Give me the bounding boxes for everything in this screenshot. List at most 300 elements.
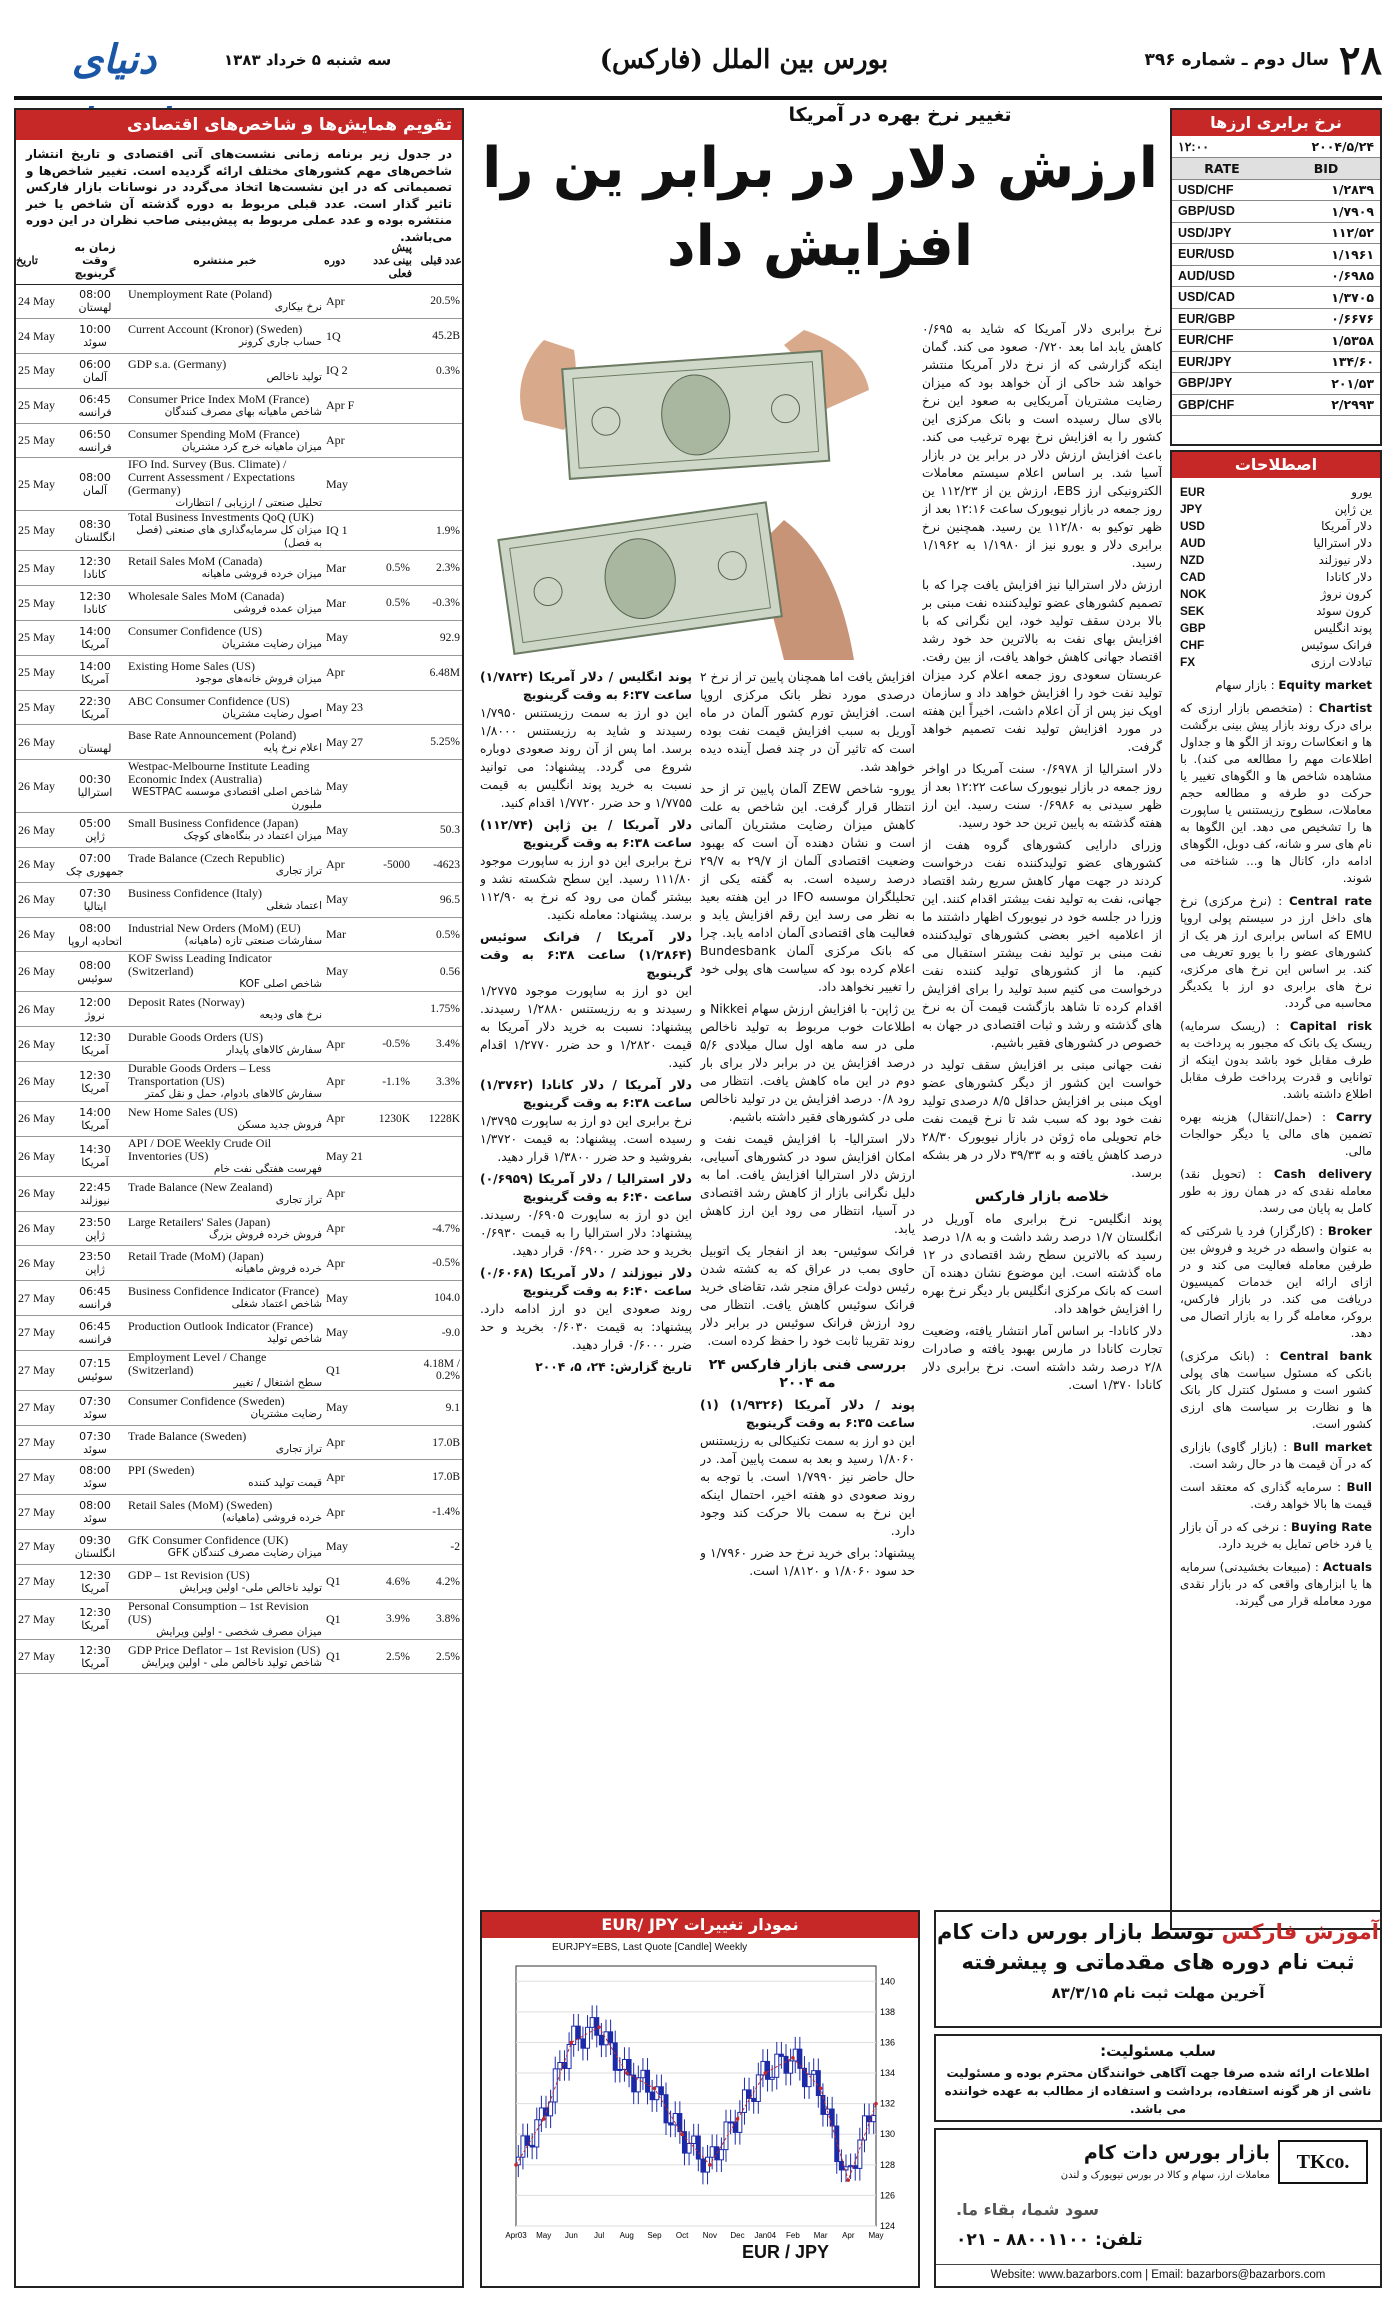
row-event-en: Large Retailers' Sales (Japan) [128, 1214, 271, 1229]
row-event-en: Business Confidence Indicator (France) [128, 1284, 319, 1299]
row-time [64, 1639, 126, 1674]
currency-code: USD [1180, 519, 1205, 533]
row-time-value: 14:00 [79, 659, 111, 673]
row-event-en: GDP Price Deflator – 1st Revision (US) [128, 1642, 321, 1657]
row-country: سوئد [83, 1442, 107, 1456]
row-period: May [324, 952, 372, 992]
row-forecast: 0.5% [372, 586, 412, 621]
row-time-value: 12:30 [79, 1568, 111, 1582]
row-previous: 0.3% [412, 354, 462, 389]
row-time [64, 621, 126, 656]
row-date: 25 May [16, 621, 64, 656]
row-event [126, 551, 324, 586]
calendar-row [16, 388, 462, 423]
glossary-entry: Cash delivery : (تحویل نقد) معامله نقدی که در همان روز به طور کامل به پایان می رسد. [1180, 1167, 1372, 1215]
row-time-value: 22:30 [79, 694, 111, 708]
row-period: May [324, 1530, 372, 1565]
row-event-fa: تراز تجاری [275, 1193, 322, 1206]
calendar-row [16, 1062, 462, 1102]
company-name: بازار بورس دات کام [1083, 2142, 1270, 2164]
fx-row [1172, 330, 1380, 352]
currency-code: NZD [1180, 553, 1205, 567]
row-date: 26 May [16, 952, 64, 992]
company-ad[interactable] [934, 2128, 1382, 2288]
row-previous [412, 760, 462, 813]
row-period: May [324, 1390, 372, 1425]
glossary-definition: (تحویل نقد) معامله نقدی که در همان روز به طور کامل به پایان می رسد. [1180, 1167, 1372, 1215]
calendar-row [16, 882, 462, 917]
glossary-entry: Central rate : (نرخ مرکزی) نرخ های داخل ارز در سیستم پولی اروپا EMU که اساس برابری ارز هر یک از کشورهای عضو را با یورو تعریف می کند. بر اساس این نرخ های مرکزی، نرخ های برابری دو ارز با یکدیگر محاسبه می گردد. [1180, 894, 1372, 1010]
chart-candle [618, 2069, 622, 2070]
col-event: خبر منتشره [126, 238, 324, 284]
row-event [126, 1211, 324, 1246]
chart-candle [558, 2062, 562, 2068]
glossary-definition: (متخصص بازار ارزی که برای درک روند بازار پیش بینی برگشت ها و انعکاسات روند از الگو ها و جداول اطلاعات مهم را مطالعه می کند). با مشاهده شاخص ها و الگوهای تغییر یا حرکت دو طرفه و مطالعه حجم معاملات، سطوح رزیستنس یا ساپورت ها را تشخیص می دهد. این الگوها به نام های سر و شانه، کف دوبل، الگوهای ادامه دار، کانال ها و... شناخته می شوند. [1180, 701, 1372, 885]
chart-point [597, 2025, 601, 2029]
glossary-term: Central bank [1279, 1349, 1372, 1363]
row-time [64, 423, 126, 458]
row-time [64, 1062, 126, 1102]
row-event [126, 1530, 324, 1565]
row-period: May [324, 621, 372, 656]
calendar-row [16, 1639, 462, 1674]
issue-date: سه شنبه ۵ خرداد ۱۳۸۳ [224, 51, 392, 69]
currency-code-item [1180, 620, 1372, 637]
chart-x-tick-label: Mar [813, 2231, 828, 2240]
fx-bid: ۲۰۱/۵۳ [1272, 373, 1380, 395]
row-forecast [372, 655, 412, 690]
calendar-row [16, 1390, 462, 1425]
row-time-value: 12:30 [79, 1068, 111, 1082]
row-date: 27 May [16, 1599, 64, 1639]
calendar-header-row [16, 238, 462, 284]
row-period: May [324, 882, 372, 917]
glossary-definition: بازار سهام [1215, 678, 1267, 692]
row-date: 25 May [16, 354, 64, 389]
row-previous: 2.5% [412, 1639, 462, 1674]
chart-candle [530, 2145, 534, 2147]
row-event [126, 1390, 324, 1425]
row-previous: 17.0B [412, 1425, 462, 1460]
row-event [126, 655, 324, 690]
row-event-en: Retail Sales MoM (Canada) [128, 554, 263, 569]
glossary-entry: Central bank : (بانک مرکزی) بانکی که مسئول سیاست های پولی کشور است و مسئول کنترل کار بانک ها و نظارت بر سیاست های ارزی کشور است. [1180, 1349, 1372, 1431]
technical-block [480, 1264, 692, 1354]
row-previous: 96.5 [412, 882, 462, 917]
calendar-row [16, 690, 462, 725]
fx-title: نرخ برابری ارزها [1172, 110, 1380, 136]
row-event [126, 319, 324, 354]
row-event-fa: میزان ماهیانه خرج کرد مشتریان [181, 440, 322, 453]
row-time [64, 1530, 126, 1565]
row-event-fa: قیمت تولید کننده [248, 1477, 322, 1490]
chart-candle [807, 2074, 811, 2086]
chart-candle [872, 2116, 876, 2122]
calendar-title: تقویم همایش‌ها و شاخص‌های اقتصادی [16, 110, 462, 140]
row-date: 26 May [16, 1102, 64, 1137]
calendar-row [16, 354, 462, 389]
chart-x-tick-label: Sep [647, 2231, 662, 2240]
row-forecast [372, 725, 412, 760]
row-previous: 9.1 [412, 1390, 462, 1425]
article-paragraph: دلار کانادا- بر اساس آمار انتشار یافته، وضعیت تجارت کانادا در مارس بهبود یافته و صادرات ۲/۸ درصد رشد داشته است. نرخ برابری دلار کانادا ۱/۳۷۰ است. [922, 1324, 1162, 1392]
row-forecast [372, 1211, 412, 1246]
row-time [64, 848, 126, 883]
row-event [126, 1102, 324, 1137]
chart-candle [646, 2070, 650, 2092]
row-event-fa: میزان اعتماد در بنگاه‌های کوچک [183, 830, 322, 843]
row-event-en: Trade Balance (New Zealand) [128, 1179, 273, 1194]
technical-block-title: دلار نیوزلند / دلار آمریکا (۰/۶۰۶۸) ساعت ۶:۴۰ به وقت گرینویچ [480, 1266, 692, 1298]
row-period: Apr [324, 1246, 372, 1281]
row-country: فرانسه [78, 405, 112, 419]
chart-candle [526, 2136, 530, 2146]
glossary-definition: (مبیعات بخشیدنی) سرمایه ها یا ابزارهای واقعی که در بازار نقدی مورد معامله قرار می گیرند. [1180, 1560, 1372, 1608]
chart-subtitle: EURJPY=EBS, Last Quote [Candle] Weekly [552, 1942, 748, 1953]
row-country: سوئیس [77, 1370, 113, 1384]
calendar-row [16, 655, 462, 690]
row-period: Apr [324, 1460, 372, 1495]
row-time [64, 458, 126, 511]
glossary-definition: (نرخ مرکزی) نرخ های داخل ارز در سیستم پولی اروپا EMU که اساس برابری ارز هر یک از کشورهای عضو را با یورو تعریف می کند. بر اساس این نرخ های مرکزی، نرخ های برابری دو ارز با یکدیگر محاسبه می گردد. [1180, 894, 1372, 1010]
technical-block [480, 668, 692, 812]
fx-pair: GBP/CHF [1172, 394, 1272, 416]
article-paragraph: یورو- شاخص ZEW آلمان پایین تر از حد انتظار قرار گرفت. این شاخص به علت کاهش میزان رضایت مشتریان آلمانی است و نشان دهنده آن است که بهبود وضعیت اقتصادی آلمان از ۲۹/۷ به ۲۹/۷ درصد رسیده است. به گفته یکی از تحلیلگران موسسه IFO در این هفته بعید به نظر می رسد این رقم افزایش یابد و فعالیت های اقتصادی آلمان ادامه یابد. چرا که بانک مرکزی آلمان Bundesbank اعلام کرده بود که سیاست های پولی خود را تغییر نخواهد داد. [700, 782, 915, 994]
fx-pair: AUD/USD [1172, 265, 1272, 287]
row-previous: 92.9 [412, 621, 462, 656]
fx-row [1172, 351, 1380, 373]
row-country: لهستان [78, 301, 112, 315]
row-date: 27 May [16, 1316, 64, 1351]
row-time-value: 06:00 [79, 357, 111, 371]
glossary-term: Actuals [1322, 1560, 1372, 1574]
technical-block-text: این دو ارز به سمت رزیستنس ۱/۷۹۵۰ رسیدند و شاید به رزیستنس ۱/۸۰۰۰ برسد. اما پس از آن روند صعودی دوباره شروع می گردد. پیشنهاد: می توانید نسبت به خرید پوند انگلیس به قیمت ۱/۷۷۵۵ و حد ضرر ۱/۷۷۲۰ اقدام کنید. [480, 706, 692, 810]
calendar-row [16, 1495, 462, 1530]
fx-pair: EUR/JPY [1172, 351, 1272, 373]
row-event-fa: میزان فروش خانه‌های موجود [195, 672, 322, 685]
glossary-entry: Equity market : بازار سهام [1215, 678, 1372, 692]
glossary-definition: نرخی که در آن بازار یا فرد خاص تمایل به خرید دارد. [1180, 1520, 1372, 1551]
chart-pair-label: EUR / JPY [742, 2242, 830, 2262]
row-forecast: -1.1% [372, 1062, 412, 1102]
glossary-entry: Chartist : (متخصص بازار ارزی که برای درک روند بازار پیش بینی برگشت ها و انعکاسات روند از الگو ها و جداول اطلاعات مهم را مطالعه می کند). با مشاهده شاخص ها و الگوهای تغییر یا حرکت دو طرفه و مطالعه حجم معاملات، سطوح رزیستنس یا ساپورت ها را تشخیص می دهد. این الگوها به نام های سر و شانه، کف دوبل، الگوهای ادامه دار، کانال ها و... شناخته می شوند. [1180, 701, 1372, 885]
glossary-term: Equity market [1278, 678, 1372, 692]
row-event-fa: اصول رضایت مشتریان [222, 707, 322, 720]
row-event-fa: میزان عمده فروشی [233, 603, 322, 616]
chart-candle [789, 2061, 793, 2073]
forex-training-ad[interactable] [934, 1910, 1382, 2028]
row-event [126, 1639, 324, 1674]
technical-block-title: دلار استرالیا / دلار آمریکا (۰/۶۹۵۹) ساعت ۶:۴۰ به وقت گرینویچ [480, 1172, 692, 1204]
row-time [64, 725, 126, 760]
chart-candle [696, 2136, 700, 2159]
row-event-fa: میزان رضایت مشتریان [221, 637, 322, 650]
row-event-fa: فهرست هفتگی نفت خام [213, 1162, 322, 1175]
row-country: آمریکا [81, 637, 109, 651]
row-previous: 3.3% [412, 1062, 462, 1102]
row-date: 26 May [16, 1246, 64, 1281]
row-time-value: 08:00 [79, 288, 111, 302]
glossary-definition: (ریسک سرمایه) ریسک یک بانک که مجبور به پرداخت به طرف مقابل خود باشد بدون اینکه از توانایی و قدرت پرداخت طرف مقابل اطلاع داشته باشد. [1180, 1019, 1372, 1101]
calendar-row [16, 621, 462, 656]
chart-x-tick-label: May [868, 2231, 884, 2240]
glossary-definition: (بانک مرکزی) بانکی که مسئول سیاست های پولی کشور است و مسئول کنترل کار بانک ها و نظارت بر سیاست های ارزی کشور است. [1180, 1349, 1372, 1431]
row-forecast [372, 1246, 412, 1281]
calendar-intro: در جدول زیر برنامه زمانی نشست‌های آتی اقتصادی و تاریخ انتشار شاخص‌های مهم کشورهای مختلف ارائه گردیده است. تغییر شاخص‌ها و تصمیماتی که در این نشست‌ها اتخاذ می‌گردد در نوسانات بازار فارکس تاثیر گذار است. عدد قبلی مربوط به دوره گذشته آن شاخص یا خبر منتشره بوده و عدد عملی مربوط به پیش‌بینی صاحب نظران در این دوره می‌باشد. [26, 147, 452, 244]
row-time [64, 1425, 126, 1460]
row-country: سوئد [83, 1407, 107, 1421]
newspaper-logo: دنیای [71, 36, 157, 83]
row-country: آمریکا [81, 1656, 109, 1670]
row-time [64, 1316, 126, 1351]
row-forecast: 3.9% [372, 1599, 412, 1639]
technical-block [480, 928, 692, 1072]
fx-pair: USD/CAD [1172, 287, 1272, 309]
row-date: 25 May [16, 511, 64, 551]
row-time [64, 1211, 126, 1246]
company-tagline: معاملات ارز، سهام و کالا در بورس نیویورک و لندن [1060, 2170, 1270, 2181]
row-previous: 1.9% [412, 511, 462, 551]
currency-code: NOK [1180, 587, 1207, 601]
article-photo [484, 320, 914, 660]
currency-code: CHF [1180, 638, 1205, 652]
ad-deadline: آخرین مهلت ثبت نام ۸۳/۳/۱۵ [1051, 1984, 1265, 2002]
row-time [64, 882, 126, 917]
calendar-row [16, 284, 462, 319]
glossary-term: Bull market [1293, 1440, 1373, 1454]
chart-point [736, 2117, 740, 2121]
technical-block-text: نرخ برابری این دو ارز به ساپورت موجود ۱۱۱/۸۰ رسید. این سطح شکسته نشد و بیشتر گمان می رود که نرخ به ۱۱۲/۹۰ برسد. پیشنهاد: معامله نکنید. [480, 854, 692, 922]
row-country: آلمان [82, 484, 108, 498]
row-time-value: 07:30 [79, 1429, 111, 1443]
row-previous [412, 1136, 462, 1176]
row-event-en: Consumer Confidence (Sweden) [128, 1393, 285, 1408]
row-event-en: Business Confidence (Italy) [128, 885, 262, 900]
row-date: 25 May [16, 551, 64, 586]
row-period: Apr [324, 848, 372, 883]
chart-candle [816, 2071, 820, 2096]
row-event-en: Durable Goods Orders – Less Transportation (US) [128, 1061, 271, 1089]
row-period: Apr [324, 1062, 372, 1102]
row-time [64, 1460, 126, 1495]
chart-candle [650, 2092, 654, 2100]
row-time-value: 09:30 [79, 1533, 111, 1547]
currency-code-item [1180, 501, 1372, 518]
glossary-entry: Carry : (حمل/انتقال) هزینه بهره تضمین های مالی یا دیگر حوالجات مالی. [1180, 1110, 1372, 1158]
row-time-value: 06:45 [79, 1285, 111, 1299]
article-paragraph: دلار استرالیا- با افزایش قیمت نفت و امکان افزایش سود در کشورهای آسیایی، ارزش دلار استرالیا افزایش یافت. اما به دلیل نگرانی بازار از کاهش رشد اقتصادی در آسیا، انتظار می رود این ارز کاهش یابد. [700, 1132, 915, 1236]
row-forecast [372, 1530, 412, 1565]
row-previous: -9.0 [412, 1316, 462, 1351]
fx-bid: ۲/۲۹۹۳ [1272, 394, 1380, 416]
chart-candle [835, 2126, 839, 2162]
row-date: 27 May [16, 1639, 64, 1674]
row-period: Mar [324, 586, 372, 621]
fx-row [1172, 222, 1380, 244]
row-event-fa: اعلام نرخ پایه [263, 742, 322, 755]
row-event [126, 1599, 324, 1639]
row-event-fa: میزان کل سرمایه‌گذاری های صنعتی (فصل به فصل) [136, 524, 322, 550]
fx-row [1172, 308, 1380, 330]
row-event [126, 1027, 324, 1062]
row-time [64, 1599, 126, 1639]
row-forecast [372, 458, 412, 511]
row-country: کانادا [83, 603, 107, 617]
row-period: Apr [324, 1495, 372, 1530]
row-event [126, 1425, 324, 1460]
chart-plot [486, 1956, 916, 2282]
row-time [64, 1176, 126, 1211]
row-date: 26 May [16, 848, 64, 883]
calendar-row [16, 1460, 462, 1495]
article-column-a [922, 320, 1162, 1870]
technical-block-text: نرخ برابری این دو ارز به ساپورت ۱/۳۷۹۵ رسیده است. پیشنهاد: به قیمت ۱/۳۷۲۰ بفروشید و حد ضرر ۱/۳۸۰۰ قرار دهید. [480, 1114, 692, 1164]
fx-pair: USD/CHF [1172, 179, 1272, 201]
chart-point [625, 2071, 629, 2075]
currency-name: پوند انگلیس [1313, 621, 1372, 635]
row-event-fa: فروش جدید مسکن [237, 1118, 322, 1131]
row-forecast [372, 813, 412, 848]
row-time-value: 07:30 [79, 886, 111, 900]
calendar-row [16, 1027, 462, 1062]
row-time [64, 284, 126, 319]
currency-code: GBP [1180, 621, 1206, 635]
row-time [64, 952, 126, 992]
fx-table [1172, 136, 1380, 416]
row-time [64, 511, 126, 551]
row-period: IQ 1 [324, 511, 372, 551]
row-time [64, 1136, 126, 1176]
row-forecast: -5000 [372, 848, 412, 883]
row-event [126, 813, 324, 848]
glossary-definition: (حمل/انتقال) هزینه بهره تضمین های مالی یا دیگر حوالجات مالی. [1180, 1110, 1372, 1158]
row-forecast [372, 1425, 412, 1460]
row-country: جمهوری چک [66, 864, 124, 878]
fx-pair: EUR/USD [1172, 244, 1272, 266]
currency-code-item [1180, 654, 1372, 671]
row-period: Mar [324, 917, 372, 952]
row-forecast [372, 621, 412, 656]
row-event [126, 882, 324, 917]
chart-candle [599, 2035, 603, 2045]
row-period: Apr [324, 1027, 372, 1062]
chart-candle [664, 2095, 668, 2123]
article-paragraph: وزرای دارایی کشورهای گروه هفت از کشورهای عضو تولیدکننده نفت درخواست کردند در جهت مهار کاهش سریع رشد اقتصاد جهانی، نفت به تولید نفت بیشتر اقدام کنند. این وزرا در جلسه خود در نیویورک اظهار داشتند ما از اعلامیه اخیر بعضی کشورهای تولیدکننده نفت مبنی بر تولید نفت بیشتر استقبال می کنیم. ما از کشورهای تولید کننده نفت درخواست می کنیم سبد تولید را برای افزایش اقدام کرده تا شاهد بازگشت قیمت آن به نرخ های گذشته و رشد و ثبات اقتصادی در جهان به خصوص در کشورهای فقیر باشیم. [922, 838, 1162, 1050]
row-period [324, 992, 372, 1027]
fx-bid: ۱/۵۳۵۸ [1272, 330, 1380, 352]
masthead [14, 28, 1382, 92]
technical-block-title: دلار آمریکا / ین ژاپن (۱۱۲/۷۴) ساعت ۶:۳۸ به وقت گرینویچ [480, 818, 692, 850]
row-event-fa: حساب جاری کرونر [238, 336, 322, 349]
row-event [126, 1350, 324, 1390]
row-period: Q1 [324, 1639, 372, 1674]
currency-code-item [1180, 603, 1372, 620]
row-event [126, 1495, 324, 1530]
article-paragraph: فرانک سوئیس- بعد از انفجار یک اتوبیل حاوی بمب در عراق که به کشته شدن رئیس دولت عراق منجر شد، تقاضای خرید فرانک سوئیس کاهش یافت. انتظار می رود ارزش فرانک سوئیس در برابر دلار روند تقریبا ثابت خود را حفظ کرده است. [700, 1244, 915, 1348]
fx-pair: USD/JPY [1172, 222, 1272, 244]
calendar-row [16, 1211, 462, 1246]
row-date: 25 May [16, 690, 64, 725]
company-website[interactable]: Website: www.bazarbors.com | Email: bazarbors@bazarbors.com [936, 2264, 1380, 2281]
dollar-bill-top-icon [562, 351, 829, 479]
row-time-value: 00:30 [79, 773, 111, 787]
chart-candle [862, 2116, 866, 2140]
economic-calendar [14, 108, 464, 2288]
currency-code-item [1180, 569, 1372, 586]
row-event [126, 690, 324, 725]
row-time-value: 06:50 [79, 427, 111, 441]
chart-candle [622, 2059, 626, 2069]
row-event [126, 1281, 324, 1316]
row-country: ژاپن [85, 1263, 105, 1277]
fx-header-bid: BID [1272, 158, 1380, 180]
chart-candle [553, 2069, 557, 2102]
row-date: 27 May [16, 1390, 64, 1425]
row-country: ایتالیا [83, 899, 107, 913]
chart-x-tick-label: Aug [619, 2231, 634, 2240]
row-forecast [372, 423, 412, 458]
row-event [126, 1176, 324, 1211]
disclaimer-box [934, 2034, 1382, 2122]
fx-bid: ۱/۷۹۰۹ [1272, 201, 1380, 223]
row-date: 26 May [16, 882, 64, 917]
currency-name: فرانک سوئیس [1301, 638, 1372, 652]
row-event-fa: خرده فروشی (ماهیانه) [221, 1512, 322, 1525]
row-event-fa: خرده فروش ماهیانه [234, 1263, 322, 1276]
glossary-definition: (کارگزار) فرد یا شرکتی که به عنوان واسطه در خرید و فروش بین طرفین معامله فعالیت می کند و در ازای ارائه این خدمات کمیسیون دریافت می کند. در بازار فارکس، بروکر، معامله گر را به بازار اتصال می دهد. [1180, 1224, 1372, 1340]
article-kicker: تغییر نرخ بهره در آمریکا [788, 104, 1012, 126]
row-event [126, 423, 324, 458]
chart-candle [581, 2039, 585, 2048]
calendar-row [16, 848, 462, 883]
chart-x-tick-label: May [536, 2231, 552, 2240]
row-time [64, 1495, 126, 1530]
chart-candle [738, 2112, 742, 2132]
company-phone: تلفن: ۸۸۰۰۱۱۰۰ - ۰۲۱ [956, 2230, 1143, 2250]
row-event-en: KOF Swiss Leading Indicator (Switzerland) [128, 951, 272, 979]
row-country: انگلستان [74, 530, 116, 544]
chart-y-tick-label: 140 [880, 1976, 896, 1987]
row-previous: 5.25% [412, 725, 462, 760]
row-forecast [372, 760, 412, 813]
row-country: سوئد [83, 1512, 107, 1526]
row-country: آمریکا [81, 1619, 109, 1633]
currency-code-item [1180, 586, 1372, 603]
row-event-en: Unemployment Rate (Poland) [128, 287, 272, 302]
row-country: آمریکا [81, 1044, 109, 1058]
row-event-en: Industrial New Orders (MoM) (EU) [128, 920, 301, 935]
row-period: Apr [324, 1176, 372, 1211]
currency-code-item [1180, 552, 1372, 569]
glossary-box [1170, 450, 1382, 1930]
fx-row [1172, 265, 1380, 287]
row-forecast [372, 1176, 412, 1211]
chart-point [680, 2132, 684, 2136]
row-time [64, 319, 126, 354]
row-forecast [372, 354, 412, 389]
calendar-row [16, 1176, 462, 1211]
chart-title: نمودار تغییرات EUR/ JPY [482, 1912, 918, 1938]
row-time-value: 12:30 [79, 1643, 111, 1657]
calendar-row [16, 760, 462, 813]
row-event [126, 1136, 324, 1176]
fx-bid: ۱/۳۷۰۵ [1272, 287, 1380, 309]
row-previous: 3.8% [412, 1599, 462, 1639]
row-forecast [372, 1390, 412, 1425]
row-period: Mar [324, 551, 372, 586]
chart-candle [839, 2162, 843, 2170]
currency-code-item [1180, 518, 1372, 535]
